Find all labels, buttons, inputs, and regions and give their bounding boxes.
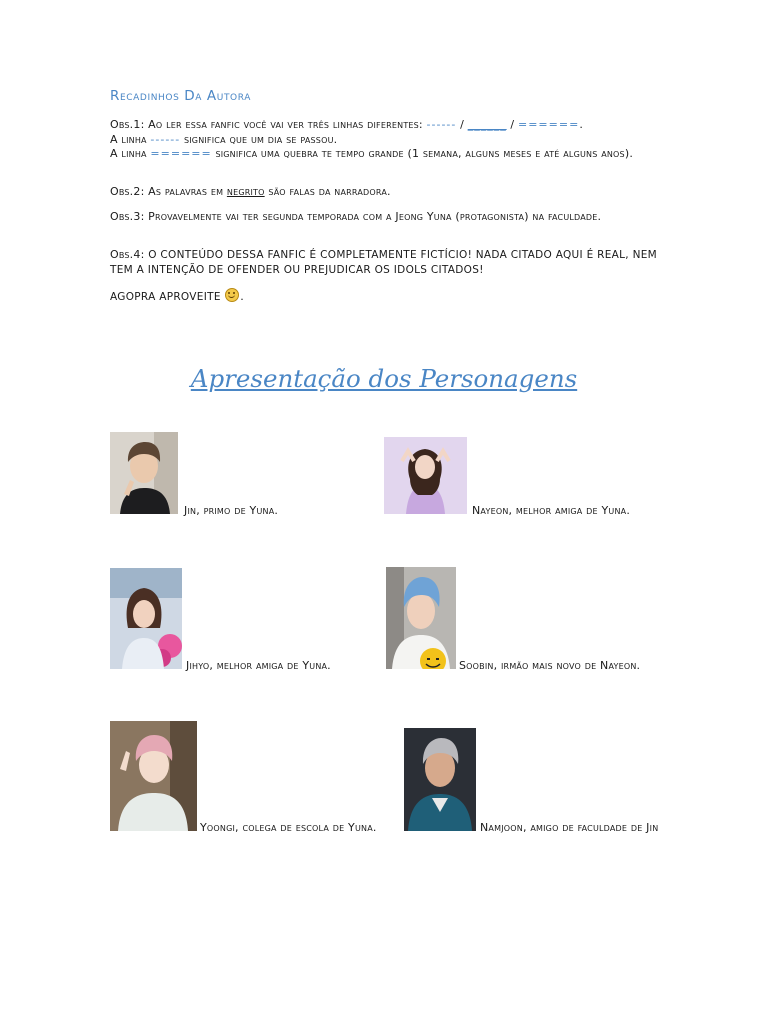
obs1-line3-equals: ====== <box>150 147 212 160</box>
characters-heading: Apresentação dos Personagens <box>190 364 578 393</box>
obs1-line2-b: significa que um dia se passou. <box>183 132 338 146</box>
photo-soobin <box>386 567 456 669</box>
obs-2 <box>110 185 660 200</box>
obs1-dashes: ------ <box>426 118 457 131</box>
caption-namjoon: Namjoon, amigo de faculdade de Jin <box>480 821 659 834</box>
photo-yoongi <box>110 721 197 831</box>
caption-nayeon: Nayeon, melhor amiga de Yuna. <box>472 504 631 517</box>
photo-nayeon <box>384 437 467 514</box>
obs4-text: O CONTEÚDO DESSA FANFIC É COMPLETAMENTE FICTÍCIO! NADA CITADO AQUI É REAL, NEM TEM A INTENÇÃO DE OFENDER OU PREJUDICAR OS IDOLS CITADOS! <box>110 249 658 276</box>
obs1-text: Obs.1: Ao ler essa fanfic você vai ver três linhas diferentes: <box>110 118 423 131</box>
caption-yoongi: Yoongi, colega de escola de Yuna. <box>200 821 377 834</box>
obs2-b: são falas da narradora. <box>268 185 391 198</box>
caption-jin: Jin, primo de Yuna. <box>184 504 279 517</box>
photo-jin <box>110 432 178 514</box>
obs1-line3-b: significa uma quebra te tempo grande (1 semana, alguns meses e até alguns anos). <box>215 147 634 160</box>
obs1-line3-a: A linha <box>110 147 147 160</box>
smiley-icon <box>225 288 239 302</box>
obs1-underscores: ______ <box>467 118 507 131</box>
obs-3: Obs.3: Provavelmente vai ter segunda temporada com a Jeong Yuna (protagonista) na faculdade. <box>110 210 602 223</box>
caption-soobin: Soobin, irmão mais novo de Nayeon. <box>459 659 641 672</box>
caption-jihyo: Jihyo, melhor amiga de Yuna. <box>186 659 331 672</box>
enjoy-line <box>110 288 660 305</box>
obs1-slash-1: / <box>456 118 468 131</box>
obs-1 <box>110 118 660 162</box>
obs1-end: . <box>579 118 584 131</box>
enjoy-end: . <box>240 290 244 303</box>
obs1-equals: ====== <box>518 118 580 131</box>
obs2-negrito: negrito <box>226 185 265 198</box>
section-title: Recadinhos Da Autora <box>110 88 251 104</box>
photo-namjoon <box>404 728 476 831</box>
obs1-line2-dashes: ------ <box>150 132 181 146</box>
obs1-slash-2: / <box>506 118 518 131</box>
enjoy-text: AGOPRA APROVEITE <box>110 291 221 303</box>
obs2-a: Obs.2: As palavras em <box>110 185 224 198</box>
photo-jihyo <box>110 568 182 669</box>
obs1-line2-a: A linha <box>110 132 147 146</box>
obs4-label: Obs.4: <box>110 248 145 261</box>
obs-4 <box>110 248 660 277</box>
